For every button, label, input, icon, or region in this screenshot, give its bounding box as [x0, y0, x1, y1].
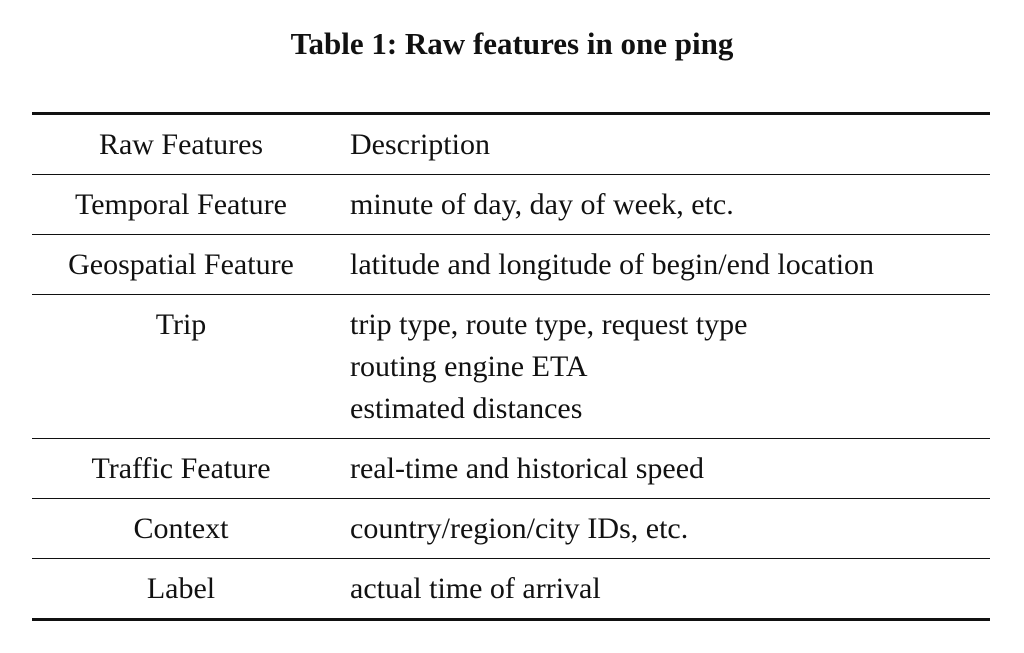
feature-cell: Temporal Feature: [75, 188, 287, 221]
feature-cell: Context: [133, 512, 229, 545]
feature-cell: Geospatial Feature: [68, 248, 294, 281]
table-row: [32, 439, 990, 499]
description-line: real-time and historical speed: [350, 452, 705, 485]
table-row: [32, 499, 990, 559]
table-header-row: [32, 114, 990, 175]
table-row: [32, 559, 990, 620]
description-cell: [330, 559, 990, 620]
description-line: estimated distances: [350, 392, 583, 425]
description-cell: [330, 439, 990, 499]
feature-cell: Trip: [155, 308, 207, 341]
description-line: latitude and longitude of begin/end location: [350, 248, 875, 281]
table-caption: Table 1: Raw features in one ping: [290, 26, 734, 61]
description-line: routing engine ETA: [350, 350, 588, 383]
description-line: minute of day, day of week, etc.: [350, 188, 734, 221]
description-cell: [330, 499, 990, 559]
feature-cell: Label: [146, 572, 216, 605]
raw-features-table: [32, 112, 990, 621]
table-row: [32, 295, 990, 439]
header-description: Description: [350, 128, 490, 161]
description-line: trip type, route type, request type: [350, 308, 748, 341]
description-cell: [330, 175, 990, 235]
feature-cell: Traffic Feature: [91, 452, 271, 485]
description-line: country/region/city IDs, etc.: [350, 512, 689, 545]
description-line: actual time of arrival: [350, 572, 601, 605]
table-row: [32, 235, 990, 295]
description-cell: [330, 295, 990, 439]
header-raw-features: Raw Features: [98, 128, 264, 161]
description-cell: [330, 235, 990, 295]
table-row: [32, 175, 990, 235]
